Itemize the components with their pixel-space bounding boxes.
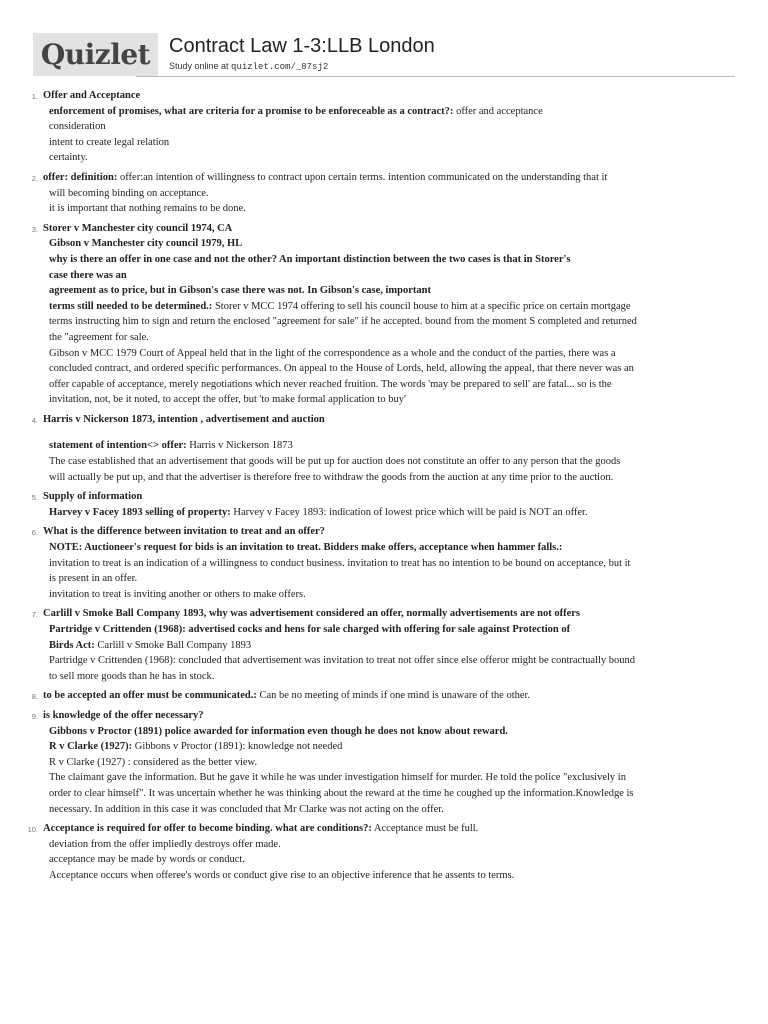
term-line	[43, 688, 735, 704]
term-text: What is the difference between invitation to treat and an offer?	[43, 526, 325, 538]
term-text: NOTE: Auctioneer's request for bids is an invitation to treat. Bidders make offers, acceptance when hammer falls.:	[49, 542, 563, 554]
item-number: 8.	[31, 692, 38, 702]
list-item	[20, 221, 735, 408]
term-line	[43, 724, 735, 740]
term-text: Carlill v Smoke Ball Company 1893, why was advertisement considered an offer, normally advertisements are not offers	[43, 608, 581, 620]
definition-line: invitation to treat is inviting another or others to make offers.	[49, 588, 306, 600]
term-text: why is there an offer in one case and not the other? An important distinction between the two cases is that in Storer's	[49, 253, 571, 265]
term-text: Acceptance is required for offer to become binding. what are conditions?:	[43, 823, 372, 835]
definition-line: order to clear himself". It was uncertain whether he was thinking about the reward at the time he coughed up the information.Knowledge is	[49, 787, 634, 799]
definition-text: offer and acceptance	[453, 105, 543, 117]
definition-line: will becoming binding on acceptance.	[49, 187, 209, 199]
definition-line: intent to create legal relation	[49, 136, 170, 148]
definition-line: deviation from the offer impliedly destroys offer made.	[49, 838, 281, 850]
definition-line: The case established that an advertisement that goods will be put up for auction does not constitute an offer to any person that the goods	[49, 456, 621, 468]
definition-line: consideration	[49, 121, 106, 133]
term-line	[43, 221, 735, 237]
term-text: offer: definition:	[43, 171, 118, 183]
study-online-line	[169, 61, 328, 72]
term-text: enforcement of promises, what are criteria for a promise to be enforeceable as a contract?:	[49, 105, 454, 117]
definition-line: Acceptance occurs when offeree's words or conduct give rise to an objective inference that he assents to terms.	[49, 869, 515, 881]
document-header	[33, 33, 735, 77]
item-number: 6.	[31, 528, 38, 538]
header-divider	[136, 76, 735, 77]
term-text: agreement as to price, but in Gibson's case there was not. In Gibson's case, important	[49, 285, 431, 297]
term-text: case there was an	[49, 269, 127, 281]
blank-line	[43, 427, 735, 438]
definition-text: Can be no meeting of minds if one mind is unaware of the other.	[256, 690, 531, 702]
flashcard-list	[20, 88, 735, 888]
term-line	[43, 524, 735, 540]
term-line	[43, 236, 735, 252]
definition-line: concluded contract, and ordered specific performances. On appeal to the House of Lords, held, allowing the appeal, that there never was an	[49, 363, 634, 375]
term-line	[43, 88, 735, 104]
item-number: 3.	[31, 224, 38, 234]
definition-text: Storer v MCC 1974 offering to sell his council house to him at a specific price on certain mortgage	[212, 300, 631, 312]
term-line	[43, 268, 735, 284]
term-text: terms still needed to be determined.:	[49, 300, 213, 312]
definition-line: The claimant gave the information. But he gave it while he was under investigation himself for murder. He told the police "exclusively in	[49, 772, 626, 784]
term-text: Gibson v Manchester city council 1979, HL	[49, 238, 243, 250]
definition-line: necessary. In addition in this case it was concluded that Mr Clarke was not acting on the offer.	[49, 803, 444, 815]
item-number: 9.	[31, 711, 38, 721]
term-text: Gibbons v Proctor (1891) police awarded for information even though he does not know about reward.	[49, 725, 508, 737]
quizlet-logo	[33, 33, 158, 76]
term-line	[43, 505, 735, 521]
definition-text: Harvey v Facey 1893: indication of lowest price which will be paid is NOT an offer.	[230, 506, 588, 518]
definition-line: R v Clarke (1927) : considered as the better view.	[49, 756, 258, 768]
list-item	[20, 412, 735, 485]
term-line	[43, 540, 735, 556]
list-item	[20, 489, 735, 520]
definition-line: certainty.	[49, 152, 88, 164]
term-line	[43, 170, 735, 186]
definition-line: invitation, not, be it noted, to accept the offer, but 'to make formal application to buy'	[49, 394, 406, 406]
definition-text: Acceptance must be full.	[371, 823, 479, 835]
list-item	[20, 524, 735, 602]
study-prefix: Study online at	[169, 61, 232, 71]
term-line	[43, 299, 735, 315]
item-number: 7.	[31, 610, 38, 620]
definition-text: Carlill v Smoke Ball Company 1893	[94, 639, 252, 651]
definition-line: terms instructing him to sign and return the enclosed "agreement for sale" if he accepted. bound from the moment S completed and returned	[49, 316, 637, 328]
term-text: Harvey v Facey 1893 selling of property:	[49, 506, 231, 518]
term-text: statement of intention<> offer:	[49, 440, 187, 452]
term-line	[43, 252, 735, 268]
definition-line: is present in an offer.	[49, 573, 138, 585]
item-number: 10.	[27, 825, 38, 835]
term-line	[43, 283, 735, 299]
item-number: 5.	[31, 493, 38, 503]
term-text: Offer and Acceptance	[43, 90, 141, 101]
definition-line: it is important that nothing remains to be done.	[49, 203, 246, 215]
definition-line: invitation to treat is an indication of a willingness to conduct business. invitation to treat has no intention to be bound on acceptance, but it	[49, 557, 631, 569]
term-line	[43, 708, 735, 724]
definition-text: Gibbons v Proctor (1891): knowledge not needed	[132, 741, 343, 753]
definition-line: offer capable of acceptance, merely negotiations which never reached fruition. The words 'may be prepared to sell' are fatal... so is the	[49, 378, 612, 390]
logo-text: Quizlet	[40, 38, 151, 71]
definition-line: will actually be put up, and that the advertiser is therefore free to withdraw the goods from the auction at any time prior to the auction.	[49, 471, 614, 483]
term-line	[43, 438, 735, 454]
term-text: R v Clarke (1927):	[49, 741, 133, 753]
term-line	[43, 821, 735, 837]
page-title: Contract Law 1-3:LLB London	[169, 35, 435, 57]
item-number: 4.	[31, 415, 38, 425]
list-item	[20, 88, 735, 166]
term-line	[43, 606, 735, 622]
term-line	[43, 489, 735, 505]
term-text: Storer v Manchester city council 1974, CA	[43, 222, 233, 234]
term-line	[43, 412, 735, 428]
term-line	[43, 104, 735, 120]
term-text: Partridge v Crittenden (1968): advertised cocks and hens for sale charged with offering for sale against Protection of	[49, 624, 571, 635]
term-line	[43, 622, 735, 638]
list-item	[20, 688, 735, 704]
definition-line: the "agreement for sale.	[49, 331, 149, 343]
term-text: is knowledge of the offer necessary?	[43, 709, 204, 721]
term-text: to be accepted an offer must be communicated.:	[43, 690, 257, 702]
term-line	[43, 739, 735, 755]
term-text: Harris v Nickerson 1873, intention , advertisement and auction	[43, 413, 325, 425]
term-line	[43, 638, 735, 654]
definition-text: offer:an intention of willingness to contract upon certain terms. intention communicated on the understanding that it	[117, 171, 608, 183]
list-item	[20, 170, 735, 217]
study-url-link[interactable]: quizlet.com/_87sj2	[231, 62, 329, 72]
definition-line: acceptance may be made by words or conduct.	[49, 854, 245, 866]
definition-text: Harris v Nickerson 1873	[186, 440, 293, 452]
list-item	[20, 821, 735, 883]
definition-line: Partridge v Crittenden (1968): concluded that advertisement was invitation to treat not offer since else offeror might be contractually bound	[49, 655, 635, 667]
list-item	[20, 708, 735, 817]
term-text: Birds Act:	[49, 639, 95, 651]
definition-line: to sell more goods than he has in stock.	[49, 670, 215, 682]
definition-line: Gibson v MCC 1979 Court of Appeal held that in the light of the correspondence as a whole and the conduct of the parties, there was a	[49, 347, 616, 359]
term-text: Supply of information	[43, 491, 143, 503]
list-item	[20, 606, 735, 684]
item-number: 2.	[31, 173, 38, 183]
item-number: 1.	[31, 92, 38, 101]
